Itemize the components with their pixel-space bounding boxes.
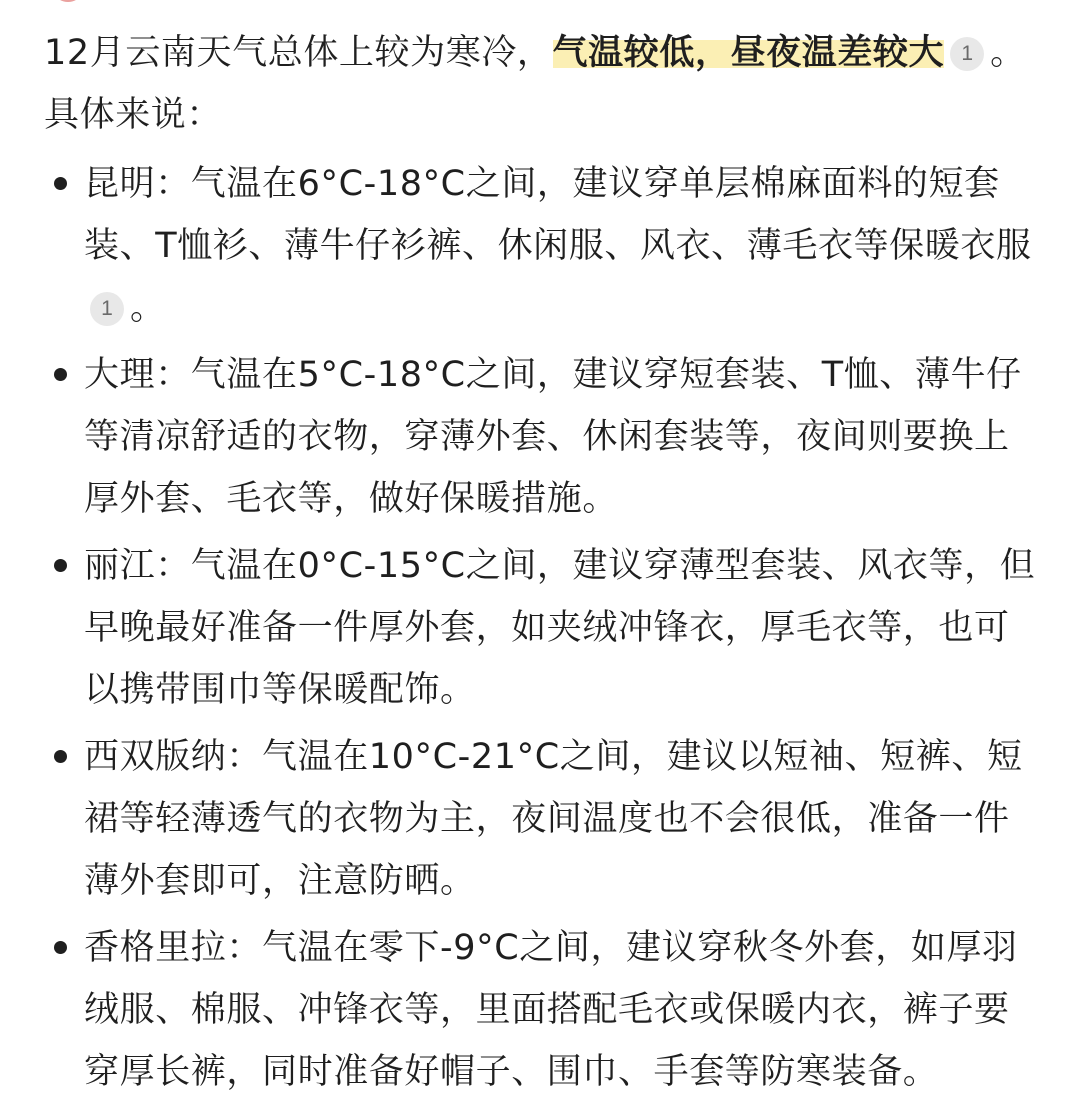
bullet-icon: [54, 941, 67, 954]
list-item-shangri-la: [44, 917, 1044, 1103]
city-name: 西双版纳: [84, 737, 227, 777]
list-item-lijiang: [44, 535, 1044, 721]
city-name: 香格里拉: [84, 928, 227, 968]
bullet-icon: [54, 750, 67, 763]
top-edge-mark: [56, 0, 80, 2]
answer-content: [44, 22, 1044, 1108]
city-description: ：气温在零下-9°C之间，建议穿秋冬外套，如厚羽绒服、棉服、冲锋衣等，里面搭配毛衣或保暖内衣，裤子要穿厚长裤，同时准备好帽子、围巾、手套等防寒装备。: [84, 928, 1018, 1092]
city-description: ：气温在6°C-18°C之间，建议穿单层棉麻面料的短套装、T恤衫、薄牛仔衫裤、休闲服、风衣、薄毛衣等保暖衣服: [84, 164, 1032, 266]
list-item-xishuangbanna: [44, 726, 1044, 912]
city-name: 大理: [84, 355, 156, 395]
bullet-icon: [54, 368, 67, 381]
list-item-dali: [44, 344, 1044, 530]
city-name: 丽江: [84, 546, 156, 586]
intro-lead: 12月云南天气总体上较为寒冷，: [44, 33, 553, 73]
intro-paragraph: [44, 22, 1044, 146]
city-description: ：气温在0°C-15°C之间，建议穿薄型套装、风衣等，但早晚最好准备一件厚外套，如夹绒冲锋衣，厚毛衣等，也可以携带围巾等保暖配饰。: [84, 546, 1036, 710]
city-description: ：气温在10°C-21°C之间，建议以短袖、短裤、短裙等轻薄透气的衣物为主，夜间温度也不会很低，准备一件薄外套即可，注意防晒。: [84, 737, 1023, 901]
citation-badge[interactable]: 1: [90, 292, 124, 326]
city-list: [44, 153, 1044, 1103]
citation-badge[interactable]: 1: [950, 37, 984, 71]
bullet-icon: [54, 177, 67, 190]
highlighted-summary: 气温较低，昼夜温差较大: [552, 33, 945, 73]
list-item-kunming: [44, 153, 1044, 339]
city-description: ：气温在5°C-18°C之间，建议穿短套装、T恤、薄牛仔等清凉舒适的衣物，穿薄外套、休闲套装等，夜间则要换上厚外套、毛衣等，做好保暖措施。: [84, 355, 1022, 519]
intro-tail: 。具体来说：: [44, 33, 1026, 135]
item-end: 。: [130, 288, 166, 328]
bullet-icon: [54, 559, 67, 572]
city-name: 昆明: [84, 164, 156, 204]
